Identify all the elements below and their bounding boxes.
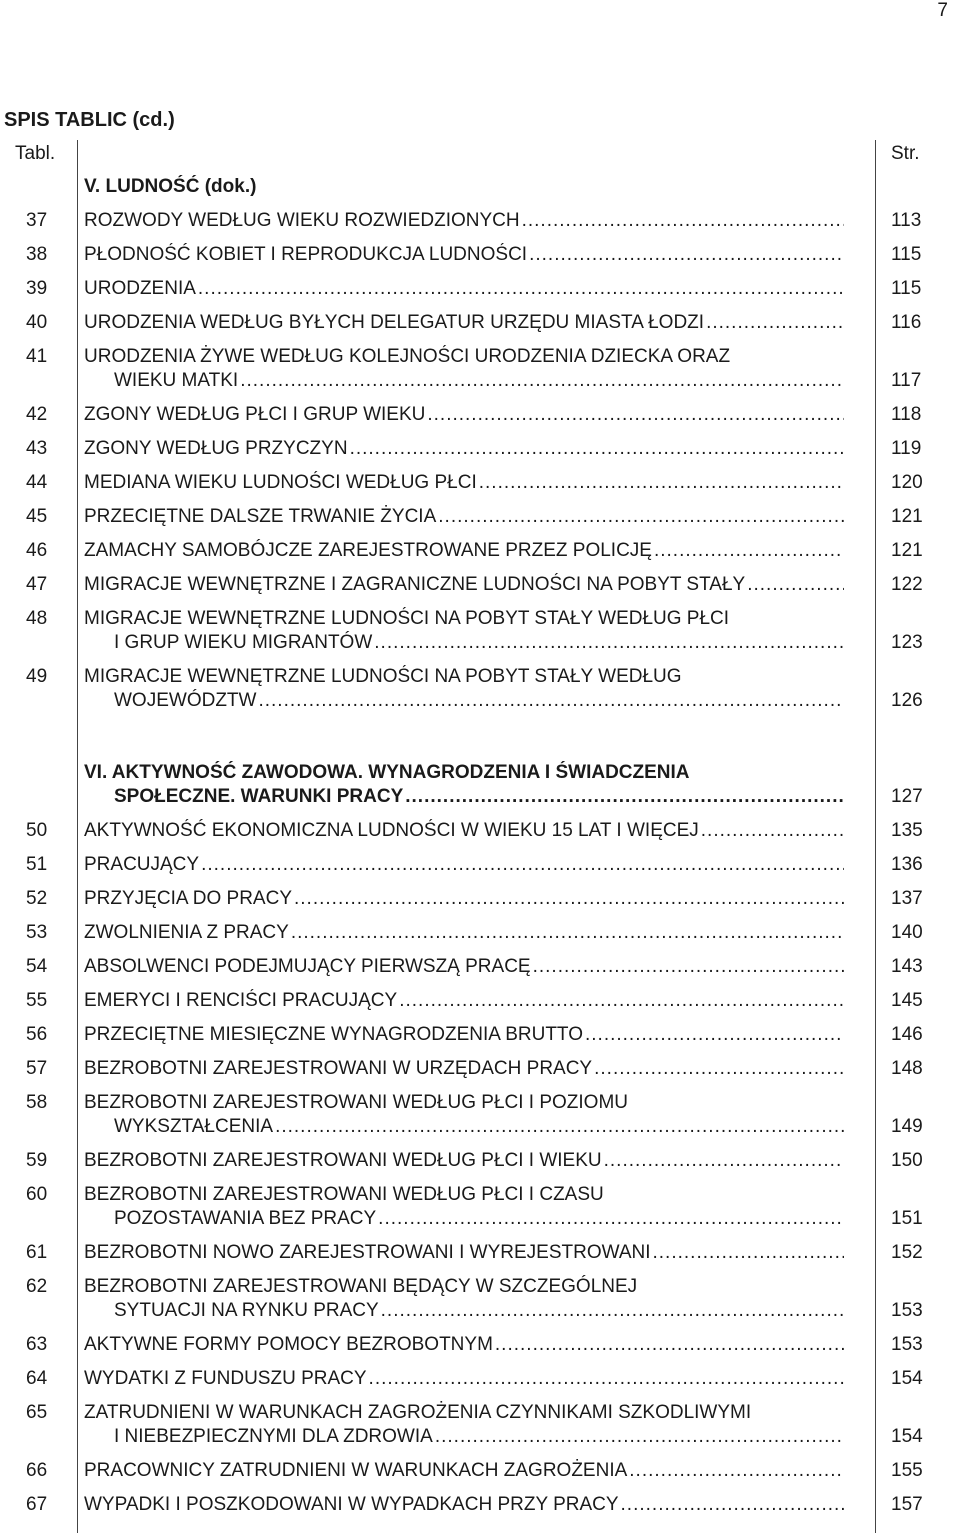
toc-entry[interactable]: [0, 573, 960, 597]
entry-title-continuation: WOJEWÓDZTW .....: [84, 689, 844, 713]
entry-page-number: 115: [891, 244, 922, 265]
entry-title-continuation: SYTUACJI NA RYNKU PRACY .....: [84, 1299, 844, 1323]
toc-entry[interactable]: [0, 1057, 960, 1081]
entry-title: MIGRACJE WEWNĘTRZNE LUDNOŚCI NA POBYT STAŁY WEDŁUG: [84, 666, 682, 687]
toc-entry[interactable]: [0, 1275, 960, 1323]
entry-page-number: 153: [891, 1334, 923, 1355]
entry-title: PRZECIĘTNE MIESIĘCZNE WYNAGRODZENIA BRUTTO .....: [84, 1023, 844, 1047]
entry-page-number: 118: [891, 404, 922, 425]
entry-page-number: 113: [891, 210, 922, 231]
entry-title: ZAMACHY SAMOBÓJCZE ZAREJESTROWANE PRZEZ POLICJĘ .....: [84, 539, 844, 563]
entry-number: 47: [26, 574, 48, 595]
toc-entry[interactable]: [0, 887, 960, 911]
entry-page-number: 117: [891, 370, 922, 391]
entry-title: BEZROBOTNI NOWO ZAREJESTROWANI I WYREJESTROWANI .....: [84, 1241, 844, 1265]
entry-number: 54: [26, 956, 48, 977]
entry-title: BEZROBOTNI ZAREJESTROWANI WEDŁUG PŁCI I CZASU: [84, 1184, 604, 1205]
section-heading: [0, 175, 960, 199]
toc-section: [0, 761, 960, 1527]
entry-title: PRZYJĘCIA DO PRACY .....: [84, 887, 844, 911]
toc-entry[interactable]: [0, 1333, 960, 1357]
entry-title-continuation: POZOSTAWANIA BEZ PRACY .....: [84, 1207, 844, 1231]
entry-number: 44: [26, 472, 48, 493]
toc-entry[interactable]: [0, 311, 960, 335]
entry-page-number: 137: [891, 888, 923, 909]
entry-page-number: 123: [891, 632, 923, 653]
toc-entry[interactable]: [0, 1459, 960, 1483]
entry-title: V. LUDNOŚĆ (dok.): [84, 176, 257, 197]
entry-page-number: 154: [891, 1426, 923, 1447]
entry-title: ZGONY WEDŁUG PŁCI I GRUP WIEKU .....: [84, 403, 844, 427]
entry-number: 53: [26, 922, 48, 943]
entry-page-number: 140: [891, 922, 923, 943]
entry-number: 51: [26, 854, 48, 875]
toc-entry[interactable]: [0, 955, 960, 979]
entry-title: PRZECIĘTNE DALSZE TRWANIE ŻYCIA .....: [84, 505, 844, 529]
entry-title: BEZROBOTNI ZAREJESTROWANI WEDŁUG PŁCI I POZIOMU: [84, 1092, 629, 1113]
entry-number: 57: [26, 1058, 48, 1079]
toc-entry[interactable]: [0, 505, 960, 529]
toc-entry[interactable]: [0, 1367, 960, 1391]
entry-number: 49: [26, 666, 48, 687]
entry-page-number: 122: [891, 574, 923, 595]
entry-page-number: 120: [891, 472, 923, 493]
entry-number: 45: [26, 506, 48, 527]
entry-number: 43: [26, 438, 48, 459]
entry-title: URODZENIA WEDŁUG BYŁYCH DELEGATUR URZĘDU MIASTA ŁODZI .....: [84, 311, 844, 335]
entry-number: 41: [26, 346, 48, 367]
entry-title: ZWOLNIENIA Z PRACY .....: [84, 921, 844, 945]
entry-title: ZGONY WEDŁUG PRZYCZYN .....: [84, 437, 844, 461]
entry-title: WYPADKI I POSZKODOWANI W WYPADKACH PRZY PRACY .....: [84, 1493, 844, 1517]
toc-entry[interactable]: [0, 277, 960, 301]
entry-title: PRACUJĄCY .....: [84, 853, 844, 877]
entry-number: 48: [26, 608, 48, 629]
entry-title: VI. AKTYWNOŚĆ ZAWODOWA. WYNAGRODZENIA I ŚWIADCZENIA: [84, 762, 690, 783]
entry-page-number: 148: [891, 1058, 923, 1079]
entry-number: 61: [26, 1242, 48, 1263]
entry-title: BEZROBOTNI ZAREJESTROWANI W URZĘDACH PRACY .....: [84, 1057, 844, 1081]
entry-number: 42: [26, 404, 48, 425]
entry-page-number: 126: [891, 690, 923, 711]
entry-title: BEZROBOTNI ZAREJESTROWANI WEDŁUG PŁCI I WIEKU .....: [84, 1149, 844, 1173]
entry-title-continuation: SPOŁECZNE. WARUNKI PRACY .....: [84, 785, 844, 809]
entry-title: MEDIANA WIEKU LUDNOŚCI WEDŁUG PŁCI .....: [84, 471, 844, 495]
entry-title: MIGRACJE WEWNĘTRZNE LUDNOŚCI NA POBYT STAŁY WEDŁUG PŁCI: [84, 608, 730, 629]
toc-entry[interactable]: [0, 1493, 960, 1517]
entry-number: 46: [26, 540, 48, 561]
entry-title: AKTYWNE FORMY POMOCY BEZROBOTNYM .....: [84, 1333, 844, 1357]
entry-title-continuation: I GRUP WIEKU MIGRANTÓW .....: [84, 631, 844, 655]
entry-page-number: 145: [891, 990, 923, 1011]
entry-page-number: 157: [891, 1494, 923, 1515]
toc-section: [0, 175, 960, 723]
column-header-page: Str.: [891, 143, 920, 164]
entry-page-number: 154: [891, 1368, 923, 1389]
entry-page-number: 119: [891, 438, 922, 459]
toc-entry[interactable]: [0, 1241, 960, 1265]
entry-page-number: 153: [891, 1300, 923, 1321]
entry-page-number: 136: [891, 854, 923, 875]
entry-number: 59: [26, 1150, 48, 1171]
entry-number: 38: [26, 244, 48, 265]
entry-number: 62: [26, 1276, 48, 1297]
entry-page-number: 150: [891, 1150, 923, 1171]
entry-page-number: 151: [891, 1208, 923, 1229]
entry-page-number: 155: [891, 1460, 923, 1481]
toc-entry[interactable]: [0, 853, 960, 877]
toc-entry[interactable]: [0, 1183, 960, 1231]
entry-title: MIGRACJE WEWNĘTRZNE I ZAGRANICZNE LUDNOŚCI NA POBYT STAŁY .....: [84, 573, 844, 597]
entry-page-number: 143: [891, 956, 923, 977]
entry-number: 67: [26, 1494, 48, 1515]
toc-entry[interactable]: [0, 209, 960, 233]
entry-number: 60: [26, 1184, 48, 1205]
entry-title-continuation: WIEKU MATKI .....: [84, 369, 844, 393]
entry-title: PRACOWNICY ZATRUDNIENI W WARUNKACH ZAGROŻENIA .....: [84, 1459, 844, 1483]
entry-number: 55: [26, 990, 48, 1011]
toc-entry[interactable]: [0, 1401, 960, 1449]
toc-entry[interactable]: [0, 1149, 960, 1173]
entry-number: 52: [26, 888, 48, 909]
entry-title: EMERYCI I RENCIŚCI PRACUJĄCY .....: [84, 989, 844, 1013]
entry-number: 63: [26, 1334, 48, 1355]
entry-title: AKTYWNOŚĆ EKONOMICZNA LUDNOŚCI W WIEKU 15 LAT I WIĘCEJ .....: [84, 819, 844, 843]
toc-entry[interactable]: [0, 1091, 960, 1139]
toc-entry[interactable]: [0, 1023, 960, 1047]
entry-title: PŁODNOŚĆ KOBIET I REPRODUKCJA LUDNOŚCI .....: [84, 243, 844, 267]
entry-number: 66: [26, 1460, 48, 1481]
entry-page-number: 149: [891, 1116, 923, 1137]
section-heading: [0, 761, 960, 809]
entry-number: 65: [26, 1402, 48, 1423]
toc-entry[interactable]: [0, 345, 960, 393]
toc-entry[interactable]: [0, 437, 960, 461]
toc-entry[interactable]: [0, 243, 960, 267]
entry-title: ZATRUDNIENI W WARUNKACH ZAGROŻENIA CZYNNIKAMI SZKODLIWYMI: [84, 1402, 752, 1423]
toc-entry[interactable]: [0, 607, 960, 655]
page-number: 7: [937, 0, 948, 21]
entry-title: ABSOLWENCI PODEJMUJĄCY PIERWSZĄ PRACĘ .....: [84, 955, 844, 979]
entry-page-number: 121: [891, 540, 923, 561]
entry-title-continuation: WYKSZTAŁCENIA .....: [84, 1115, 844, 1139]
entry-page-number: 146: [891, 1024, 923, 1045]
toc-entry[interactable]: [0, 921, 960, 945]
column-header-table: Tabl.: [15, 143, 56, 164]
entry-page-number: 127: [891, 786, 923, 807]
entry-title: BEZROBOTNI ZAREJESTROWANI BĘDĄCY W SZCZEGÓLNEJ: [84, 1276, 638, 1297]
toc-entry[interactable]: [0, 819, 960, 843]
toc-entry[interactable]: [0, 403, 960, 427]
entry-title: ROZWODY WEDŁUG WIEKU ROZWIEDZIONYCH .....: [84, 209, 844, 233]
entry-number: 64: [26, 1368, 48, 1389]
entry-title: URODZENIA .....: [84, 277, 844, 301]
toc-entry[interactable]: [0, 989, 960, 1013]
entry-number: 50: [26, 820, 48, 841]
entry-number: 58: [26, 1092, 48, 1113]
toc-entry[interactable]: [0, 471, 960, 495]
toc-heading: SPIS TABLIC (cd.): [4, 109, 175, 131]
entry-number: 56: [26, 1024, 48, 1045]
entry-page-number: 116: [891, 312, 922, 333]
entry-title: URODZENIA ŻYWE WEDŁUG KOLEJNOŚCI URODZENIA DZIECKA ORAZ: [84, 346, 731, 367]
entry-page-number: 152: [891, 1242, 923, 1263]
entry-title: WYDATKI Z FUNDUSZU PRACY .....: [84, 1367, 844, 1391]
toc-entry[interactable]: [0, 665, 960, 713]
toc-entry[interactable]: [0, 539, 960, 563]
entry-page-number: 135: [891, 820, 923, 841]
entry-page-number: 121: [891, 506, 923, 527]
entry-number: 39: [26, 278, 48, 299]
entry-page-number: 115: [891, 278, 922, 299]
entry-number: 37: [26, 210, 48, 231]
entry-number: 40: [26, 312, 48, 333]
entry-title-continuation: I NIEBEZPIECZNYMI DLA ZDROWIA .....: [84, 1425, 844, 1449]
